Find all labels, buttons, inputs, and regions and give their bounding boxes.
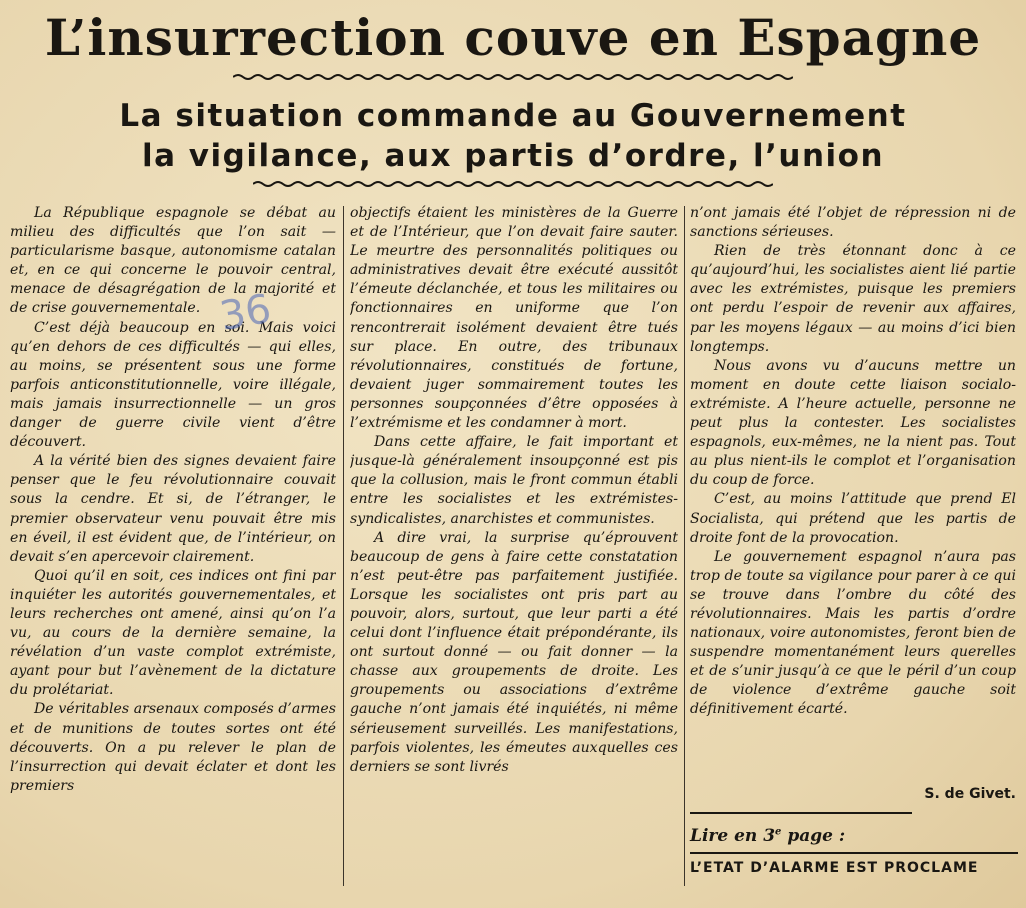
paragraph: C’est, au moins l’attitude que prend El Socialista, qui prétend que les partis de droite font de la provocation. bbox=[690, 491, 1016, 546]
paragraph: Le gouvernement espagnol n’aura pas trop de toute sa vigilance pour parer à ce qui se trouve dans l’ombre du côté des révolutionnaires. Mais les partis d’ordre nationaux, voire autonomistes, feront bien de suspendre momentanément leurs querelles et de s’unir jusqu’à ce que le péril d’un coup de violence d’extrême gauche soit définitivement écarté. bbox=[690, 548, 1016, 718]
paragraph: A la vérité bien des signes devaient faire penser que le feu révolutionnaire couvait sous la cendre. Et si, de l’étranger, le premier observateur venu pouvait être mis en éveil, il est évident que, de l’intérieur, on devait s’en apercevoir clairement. bbox=[10, 453, 336, 565]
box-rule-top bbox=[690, 812, 912, 814]
paragraph: A dire vrai, la surprise qu’éprouvent beaucoup de gens à faire cette constatation n’est peut-être pas parfaitement justifiée. Lorsque les socialistes ont pris part au pouvoir, alors, surtout, que leur parti a été celui dont l’influence était prépondérante, ils ont surtout donné — ou fait donner — la chasse aux groupements de droite. Les groupements ou associations d’extrême gauche n’ont jamais été inquiétés, ni même sérieusement surveillés. Les manifestations, parfois violentes, les émeutes auxquelles ces derniers se sont livrés bbox=[350, 529, 678, 775]
see-page-label bbox=[690, 826, 845, 846]
paragraph: Dans cette affaire, le fait important et jusque-là généralement insoupçonné est pis que la collusion, mais le front commun établi entre les socialistes et les extrémistes-syndicalistes, anarchistes et communistes. bbox=[350, 434, 678, 527]
teaser-headline: L’ETAT D’ALARME EST PROCLAME bbox=[690, 860, 979, 876]
paragraph: Nous avons vu d’aucuns mettre un moment en doute cette liaison socialo-extrémiste. A l’heure actuelle, personne ne peut plus la contester. Les socialistes espagnols, eux-mêmes, ne la nient pas. Tout au plus nient-ils le complot et l’organisation du coup de force. bbox=[690, 357, 1016, 489]
author-signature: S. de Givet. bbox=[924, 786, 1016, 802]
subhead-line-2: la vigilance, aux partis d’ordre, l’union bbox=[141, 138, 885, 174]
subhead-line-1: La situation commande au Gouvernement bbox=[119, 98, 907, 134]
paragraph: De véritables arsenaux composés d’armes et de munitions de toutes sortes ont été découverts. On a pu relever le plan de l’insurrection qui devait éclater et dont les premiers bbox=[10, 701, 336, 794]
ornamental-rule-top bbox=[233, 73, 793, 81]
paragraph: Quoi qu’il en soit, ces indices ont fini par inquiéter les autorités gouvernementales, et leurs recherches ont amené, ainsi qu’on l’a vu, au cours de la dernière semaine, la révélation d’un vaste complot extrémiste, ayant pour but l’avènement de la dictature du prolétariat. bbox=[10, 567, 336, 699]
column-divider-2 bbox=[684, 206, 685, 886]
paragraph: C’est déjà beaucoup en soi. Mais voici qu’en dehors de ces difficultés — qui elles, au moins, se présentent sous une forme parfois anticonstitutionnelle, voire illégale, mais jamais insurrectionnelle — un gros danger de guerre civile vient d’être découvert. bbox=[10, 319, 336, 451]
column-divider-1 bbox=[343, 206, 344, 886]
article-column-1 bbox=[10, 204, 336, 894]
article-column-3 bbox=[690, 204, 1016, 804]
paragraph: La République espagnole se débat au milieu des difficultés que l’on sait — particularisme basque, autonomisme catalan et, en ce qui concerne le pouvoir central, menace de désagrégation de la majorité et de crise gouvernementale. bbox=[10, 205, 336, 317]
lire-text: Lire en 3 bbox=[690, 826, 776, 846]
article-column-2 bbox=[350, 204, 678, 894]
subheadline bbox=[0, 96, 1026, 176]
archive-stamp: 36 bbox=[216, 285, 275, 341]
headline: L’insurrection couve en Espagne bbox=[44, 8, 982, 67]
paragraph: Rien de très étonnant donc à ce qu’aujourd’hui, les socialistes aient lié partie avec les extrémistes, puisque les premiers ont perdu l’espoir de revenir aux affaires, par les moyens légaux — au moins d’ici bien longtemps. bbox=[690, 243, 1016, 355]
paragraph: n’ont jamais été l’objet de répression ni de sanctions sérieuses. bbox=[690, 205, 1016, 241]
lire-superscript: e bbox=[775, 826, 782, 838]
ornamental-rule-bottom bbox=[253, 180, 773, 188]
lire-suffix: page : bbox=[781, 826, 846, 846]
paragraph: objectifs étaient les ministères de la Guerre et de l’Intérieur, que l’on devait faire sauter. Le meurtre des personnalités politiques ou administratives devait être exécuté aussitôt l’émeute déclanchée, et tous les militaires ou fonctionnaires en uniforme que l’on rencontrerait isolément devaient être tués sur place. En outre, des tribunaux révolutionnaires, constitués de fortune, devaient juger sommairement toutes les personnes soupçonnées d’être opposées à l’extrémisme et les condamner à mort. bbox=[350, 205, 678, 432]
box-rule-bottom bbox=[690, 852, 1018, 854]
